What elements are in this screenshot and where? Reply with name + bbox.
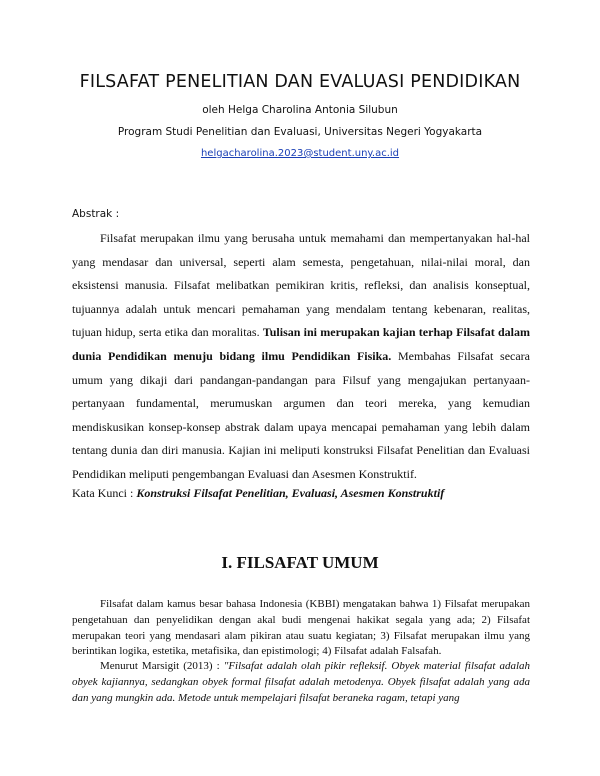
section-heading: I. FILSAFAT UMUM <box>221 553 379 572</box>
paragraph-2-quote: "Filsafat adalah olah pikir refleksif. Obyek material filsafat adalah obyek kajiannya, sedangkan obyek formal filsafat adalah metodenya. Obyek filsafat adalah yang ada dan yang mungkin ada. Metode untuk mempelajari filsafat beraneka ragam, tetapi yang <box>72 660 530 704</box>
author-line: oleh Helga Charolina Antonia Silubun <box>202 104 398 116</box>
abstract-text-bold: Tulisan ini merupakan kajian terhap Filsafat dalam dunia Pendidikan menuju bidang ilmu Pendidikan Fisika. <box>72 325 530 363</box>
abstract-text-part-1: Filsafat merupakan ilmu yang berusaha untuk memahami dan mempertanyakan hal-hal yang mendasar dan universal, seperti alam semesta, pengetahuan, nilai-nilai moral, dan eksistensi manusia. Filsafat melibatkan pemikiran kritis, refleksi, dan analisis konseptual, tujuannya adalah untuk mencari pemahaman yang mendalam tentang kebenaran, realitas, tujuan hidup, serta etika dan moralitas. <box>72 231 530 340</box>
author-email-link[interactable]: helgacharolina.2023@student.uny.ac.id <box>200 148 400 159</box>
paper-title: FILSAFAT PENELITIAN DAN EVALUASI PENDIDIKAN <box>79 72 521 92</box>
section-paragraph-2 <box>72 659 530 706</box>
keywords-text: Konstruksi Filsafat Penelitian, Evaluasi, Asesmen Konstruktif <box>136 486 445 500</box>
section-paragraph-1: Filsafat dalam kamus besar bahasa Indonesia (KBBI) mengatakan bahwa 1) Filsafat merupakan pengetahuan dan penyelidikan dengan akal budi mengenai hakikat segala yang ada; 2) Filsafat merupakan teori yang mendasari alam pikiran atau suatu kegiatan; 3) Filsafat merupakan ilmu yang berintikan logika, estetika, metafisika, dan epistimologi; 4) Filsafat adalah Falsafah. <box>72 598 530 658</box>
paragraph-2-lead: Menurut Marsigit (2013) : <box>100 660 224 672</box>
keywords-line <box>72 486 530 501</box>
keywords-label: Kata Kunci : <box>72 486 137 500</box>
abstract-body <box>72 227 530 487</box>
affiliation-line: Program Studi Penelitian dan Evaluasi, Universitas Negeri Yogyakarta <box>117 126 483 138</box>
abstract-label: Abstrak : <box>72 208 120 220</box>
abstract-text-part-2: Membahas Filsafat secara umum yang dikaji dari pandangan-pandangan para Filsuf yang mengajukan pertanyaan-pertanyaan fundamental, merumuskan argumen dan teori mereka, yang kemudian mendiskusikan konsep-konsep abstrak dalam upaya mencapai pemahaman yang lebih dalam tentang dunia dan diri manusia. Kajian ini meliputi konstruksi Filsafat Penelitian dan Evaluasi Pendidikan meliputi pengembangan Evaluasi dan Asesmen Konstruktif. <box>72 348 530 481</box>
